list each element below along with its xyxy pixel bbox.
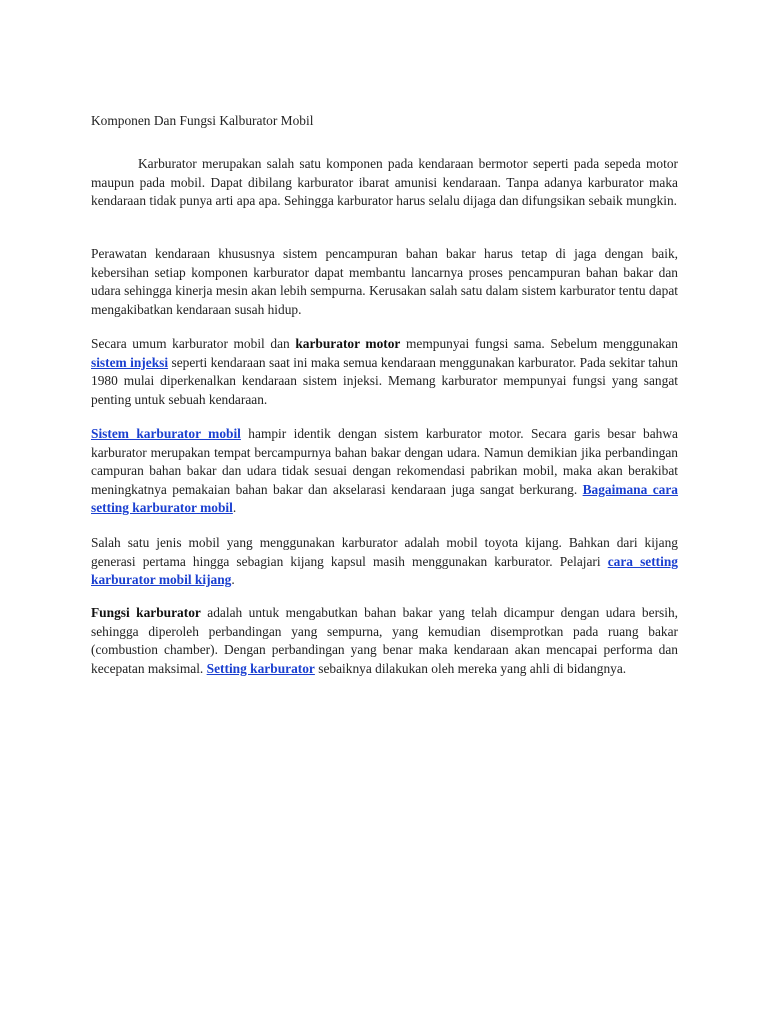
paragraph-text: . <box>232 500 237 515</box>
link-sistem-injeksi[interactable]: sistem injeksi <box>91 354 169 370</box>
link-sistem-karburator-mobil[interactable]: Sistem karburator mobil <box>91 426 241 441</box>
link-setting-karburator[interactable]: Setting karburator <box>206 660 315 676</box>
link-bagaimana-cara-setting[interactable]: Bagaimana cara setting karburator mobil <box>91 481 679 515</box>
paragraph-general-function <box>91 335 678 409</box>
paragraph-text: seperti kendaraan saat ini maka semua kendaraan menggunakan karburator. Pada sekitar tahun 1980 mulai diperkenalkan kendaraan sistem injeksi. Memang karburator mempunyai fungsi yang sangat penting untuk sebuah kendaraan. <box>91 354 679 407</box>
paragraph-carburetor-function <box>91 604 678 678</box>
paragraph-intro <box>91 155 678 211</box>
paragraph-text: hampir identik dengan sistem karburator motor. Secara garis besar bahwa karburator merupakan tempat bercampurnya bahan bakar dengan udara. Namun demikian jika perbandingan campuran bahan bakar dan udara tidak sesuai dengan rekomendasi pabrikan mobil, maka akan berakibat meningkatnya pemakaian bahan bakar dan akselarasi kendaraan juga sangat berkurang. <box>91 426 678 497</box>
paragraph-text: adalah untuk mengabutkan bahan bakar yang telah dicampur dengan udara bersih, sehingga diperoleh perbandingan yang sempurna, yang kemudian disemprotkan pada ruang bakar (combustion chamber). Dengan perbandingan yang benar maka kendaraan akan mencapai performa dan kecepatan maksimal. <box>91 605 679 676</box>
paragraph-carburetor-system <box>91 425 678 518</box>
paragraph-text: Secara umum karburator mobil dan <box>91 336 296 351</box>
document-title: Komponen Dan Fungsi Kalburator Mobil <box>91 113 314 128</box>
paragraph-text: Karburator merupakan salah satu komponen pada kendaraan bermotor seperti pada sepeda motor maupun pada mobil. Dapat dibilang karburator ibarat amunisi kendaraan. Tanpa adanya karburator maka kendaraan tidak punya arti apa apa. Sehingga karburator harus selalu dijaga dan difungsikan sebaik mungkin. <box>91 156 678 208</box>
link-setting-karburator-kijang[interactable]: cara setting karburator mobil kijang <box>91 553 679 587</box>
bold-term-karburator-motor: karburator motor <box>295 336 401 351</box>
paragraph-text: Perawatan kendaraan khususnya sistem pencampuran bahan bakar harus tetap di jaga dengan baik, kebersihan setiap komponen karburator dapat membantu lancarnya proses pencampuran bahan bakar dan udara sehingga kinerja mesin akan lebih sempurna. Kerusakan salah satu dalam sistem karburator tentu dapat mengakibatkan kendaraan susah hidup. <box>91 246 678 317</box>
paragraph-kijang <box>91 534 678 590</box>
paragraph-text: mempunyai fungsi sama. Sebelum menggunakan <box>400 336 678 351</box>
paragraph-text: . <box>231 572 235 587</box>
bold-term-fungsi-karburator: Fungsi karburator <box>91 605 201 620</box>
paragraph-maintenance <box>91 245 678 319</box>
paragraph-text: Salah satu jenis mobil yang menggunakan karburator adalah mobil toyota kijang. Bahkan dari kijang generasi pertama hingga sebagian kijang kapsul masih menggunakan karburator. Pelajari <box>91 535 678 569</box>
paragraph-text: sebaiknya dilakukan oleh mereka yang ahli di bidangnya. <box>314 660 627 676</box>
